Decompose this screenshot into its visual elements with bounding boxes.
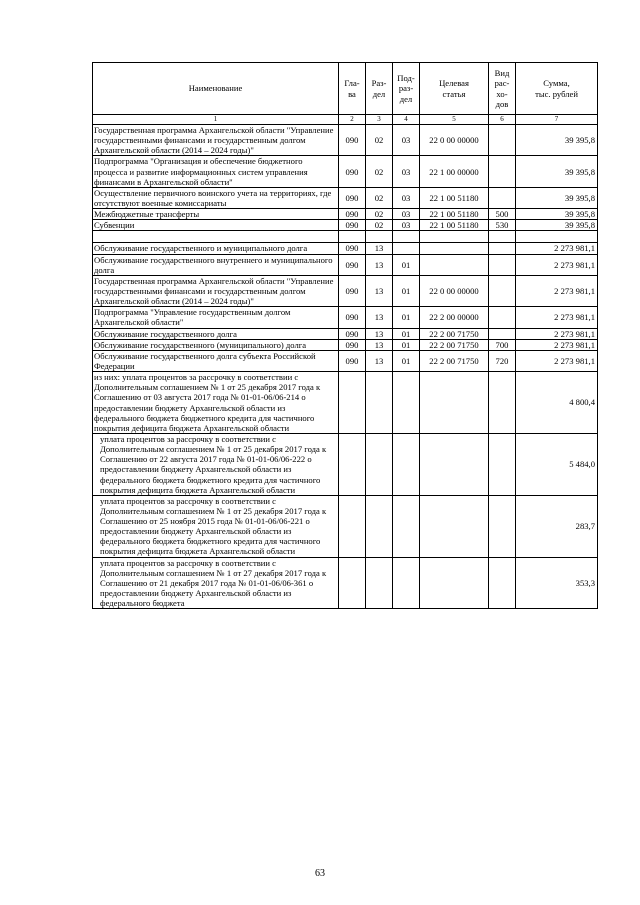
col-number: 3 [366, 115, 393, 125]
cell-section: 13 [366, 307, 393, 328]
cell-section: 02 [366, 156, 393, 187]
header-chapter: Гла- ва [339, 63, 366, 115]
cell-subsection [393, 243, 420, 254]
cell-name: Обслуживание государственного внутреннего и муниципального долга [93, 254, 339, 275]
cell-section: 02 [366, 187, 393, 208]
cell-amount: 39 395,8 [516, 125, 598, 156]
cell-name: Подпрограмма "Организация и обеспечение бюджетного процесса и развитие информационных систем управления финансами в Архангельской области" [93, 156, 339, 187]
cell-name: Подпрограмма "Управление государственным долгом Архангельской области" [93, 307, 339, 328]
cell-section: 13 [366, 328, 393, 339]
cell-name: Обслуживание государственного (муниципального) долга [93, 339, 339, 350]
cell-amount: 2 273 981,1 [516, 350, 598, 371]
cell-section [366, 372, 393, 434]
cell-target [420, 231, 489, 243]
cell-name: Обслуживание государственного долга [93, 328, 339, 339]
cell-chapter: 090 [339, 243, 366, 254]
cell-name: Субвенции [93, 220, 339, 231]
cell-section: 13 [366, 350, 393, 371]
cell-chapter: 090 [339, 254, 366, 275]
cell-chapter: 090 [339, 220, 366, 231]
table-row [93, 372, 598, 434]
cell-subsection: 01 [393, 328, 420, 339]
table-row [93, 254, 598, 275]
cell-exptype [489, 275, 516, 306]
cell-section: 13 [366, 243, 393, 254]
cell-exptype [489, 125, 516, 156]
cell-exptype [489, 156, 516, 187]
cell-name: Межбюджетные трансферты [93, 209, 339, 220]
cell-exptype: 720 [489, 350, 516, 371]
cell-subsection: 03 [393, 125, 420, 156]
cell-chapter [339, 231, 366, 243]
cell-section [366, 495, 393, 557]
page-number: 63 [315, 868, 325, 879]
cell-chapter: 090 [339, 350, 366, 371]
cell-target: 22 1 00 00000 [420, 156, 489, 187]
cell-target [420, 557, 489, 609]
cell-name: Осуществление первичного воинского учета на территориях, где отсутствуют военные комиссариаты [93, 187, 339, 208]
table-row [93, 187, 598, 208]
table-row [93, 339, 598, 350]
table-row [93, 328, 598, 339]
cell-exptype [489, 495, 516, 557]
cell-amount: 2 273 981,1 [516, 243, 598, 254]
cell-subsection [393, 557, 420, 609]
cell-chapter: 090 [339, 339, 366, 350]
col-number: 4 [393, 115, 420, 125]
table-row [93, 350, 598, 371]
cell-subsection: 03 [393, 156, 420, 187]
cell-subsection [393, 433, 420, 495]
cell-exptype: 530 [489, 220, 516, 231]
cell-amount: 39 395,8 [516, 209, 598, 220]
header-name: Наименование [93, 63, 339, 115]
header-amount: Сумма, тыс. рублей [516, 63, 598, 115]
cell-subsection [393, 495, 420, 557]
col-number: 2 [339, 115, 366, 125]
cell-chapter: 090 [339, 187, 366, 208]
cell-section: 02 [366, 125, 393, 156]
header-target: Целевая статья [420, 63, 489, 115]
cell-amount: 353,3 [516, 557, 598, 609]
header-subsection: Под- раз- дел [393, 63, 420, 115]
table-row [93, 209, 598, 220]
cell-target: 22 0 00 00000 [420, 275, 489, 306]
cell-target: 22 2 00 00000 [420, 307, 489, 328]
header-row [93, 63, 598, 115]
cell-chapter: 090 [339, 307, 366, 328]
cell-amount [516, 231, 598, 243]
col-number: 6 [489, 115, 516, 125]
col-number: 5 [420, 115, 489, 125]
header-exptype: Вид рас- хо- дов [489, 63, 516, 115]
cell-exptype [489, 433, 516, 495]
col-number: 7 [516, 115, 598, 125]
cell-subsection: 01 [393, 339, 420, 350]
cell-subsection: 01 [393, 254, 420, 275]
cell-amount: 2 273 981,1 [516, 307, 598, 328]
cell-name: Государственная программа Архангельской области "Управление государственными финансами и государственным долгом Архангельской области (2014 – 2024 годы)" [93, 275, 339, 306]
cell-target [420, 433, 489, 495]
table-row [93, 557, 598, 609]
cell-amount: 4 800,4 [516, 372, 598, 434]
cell-amount: 2 273 981,1 [516, 254, 598, 275]
column-number-row [93, 115, 598, 125]
cell-exptype [489, 557, 516, 609]
cell-section: 13 [366, 275, 393, 306]
cell-chapter: 090 [339, 156, 366, 187]
cell-target: 22 1 00 51180 [420, 220, 489, 231]
cell-section [366, 231, 393, 243]
cell-target: 22 2 00 71750 [420, 339, 489, 350]
table-row [93, 231, 598, 243]
cell-amount: 39 395,8 [516, 220, 598, 231]
cell-subsection [393, 231, 420, 243]
cell-exptype [489, 254, 516, 275]
table-row [93, 495, 598, 557]
cell-exptype [489, 328, 516, 339]
table-row [93, 307, 598, 328]
cell-amount: 2 273 981,1 [516, 328, 598, 339]
cell-amount: 5 484,0 [516, 433, 598, 495]
cell-name [93, 231, 339, 243]
cell-chapter [339, 372, 366, 434]
cell-chapter: 090 [339, 125, 366, 156]
cell-exptype: 700 [489, 339, 516, 350]
cell-name: из них: уплата процентов за рассрочку в соответствии с Дополнительным соглашением № 1 от 25 декабря 2017 года к Соглашению от 03 августа 2017 года № 01-01-06/06-214 о предоставлении бюджету Архангельской области из федерального бюджета бюджетного кредита для частичного покрытия дефицита бюджета Архангельской области [93, 372, 339, 434]
cell-chapter: 090 [339, 275, 366, 306]
cell-exptype [489, 307, 516, 328]
cell-subsection: 03 [393, 187, 420, 208]
budget-table [92, 62, 598, 609]
table-row [93, 220, 598, 231]
cell-name: Обслуживание государственного долга субъекта Российской Федерации [93, 350, 339, 371]
cell-name: Обслуживание государственного и муниципального долга [93, 243, 339, 254]
cell-chapter: 090 [339, 328, 366, 339]
cell-chapter [339, 495, 366, 557]
cell-target [420, 372, 489, 434]
col-number: 1 [93, 115, 339, 125]
cell-exptype [489, 372, 516, 434]
cell-chapter: 090 [339, 209, 366, 220]
header-section: Раз- дел [366, 63, 393, 115]
cell-target: 22 1 00 51180 [420, 187, 489, 208]
cell-name: уплата процентов за рассрочку в соответствии с Дополнительным соглашением № 1 от 25 декабря 2017 года к Соглашению от 25 ноября 2015 года № 01-01-06/06-221 о предоставлении бюджету Архангельской области из федерального бюджета бюджетного кредита для частичного покрытия дефицита бюджета Архангельской области [93, 495, 339, 557]
cell-section: 13 [366, 254, 393, 275]
cell-subsection: 03 [393, 209, 420, 220]
table-row [93, 433, 598, 495]
cell-chapter [339, 433, 366, 495]
table-row [93, 125, 598, 156]
cell-target [420, 254, 489, 275]
cell-target: 22 1 00 51180 [420, 209, 489, 220]
cell-target: 22 2 00 71750 [420, 328, 489, 339]
cell-target: 22 0 00 00000 [420, 125, 489, 156]
cell-section [366, 557, 393, 609]
table-row [93, 275, 598, 306]
cell-subsection [393, 372, 420, 434]
cell-amount: 39 395,8 [516, 156, 598, 187]
cell-exptype [489, 243, 516, 254]
cell-amount: 2 273 981,1 [516, 339, 598, 350]
cell-exptype: 500 [489, 209, 516, 220]
cell-name: Государственная программа Архангельской области "Управление государственными финансами и государственным долгом Архангельской области (2014 – 2024 годы)" [93, 125, 339, 156]
cell-target [420, 495, 489, 557]
cell-subsection: 01 [393, 350, 420, 371]
cell-section: 13 [366, 339, 393, 350]
cell-chapter [339, 557, 366, 609]
cell-section: 02 [366, 209, 393, 220]
cell-target: 22 2 00 71750 [420, 350, 489, 371]
cell-target [420, 243, 489, 254]
cell-exptype [489, 187, 516, 208]
cell-amount: 2 273 981,1 [516, 275, 598, 306]
cell-amount: 283,7 [516, 495, 598, 557]
table-row [93, 156, 598, 187]
cell-section [366, 433, 393, 495]
cell-subsection: 03 [393, 220, 420, 231]
cell-name: уплата процентов за рассрочку в соответствии с Дополнительным соглашением № 1 от 27 декабря 2017 года к Соглашению от 21 декабря 2017 года № 01-01-06/06-361 о предоставлении бюджету Архангельской области из федерального бюджета [93, 557, 339, 609]
cell-name: уплата процентов за рассрочку в соответствии с Дополнительным соглашением № 1 от 25 декабря 2017 года к Соглашению от 22 августа 2017 года № 01-01-06/06-222 о предоставлении бюджету Архангельской области из федерального бюджета бюджетного кредита для частичного покрытия дефицита бюджета Архангельской области [93, 433, 339, 495]
cell-subsection: 01 [393, 275, 420, 306]
cell-subsection: 01 [393, 307, 420, 328]
cell-exptype [489, 231, 516, 243]
cell-amount: 39 395,8 [516, 187, 598, 208]
cell-section: 02 [366, 220, 393, 231]
table-row [93, 243, 598, 254]
